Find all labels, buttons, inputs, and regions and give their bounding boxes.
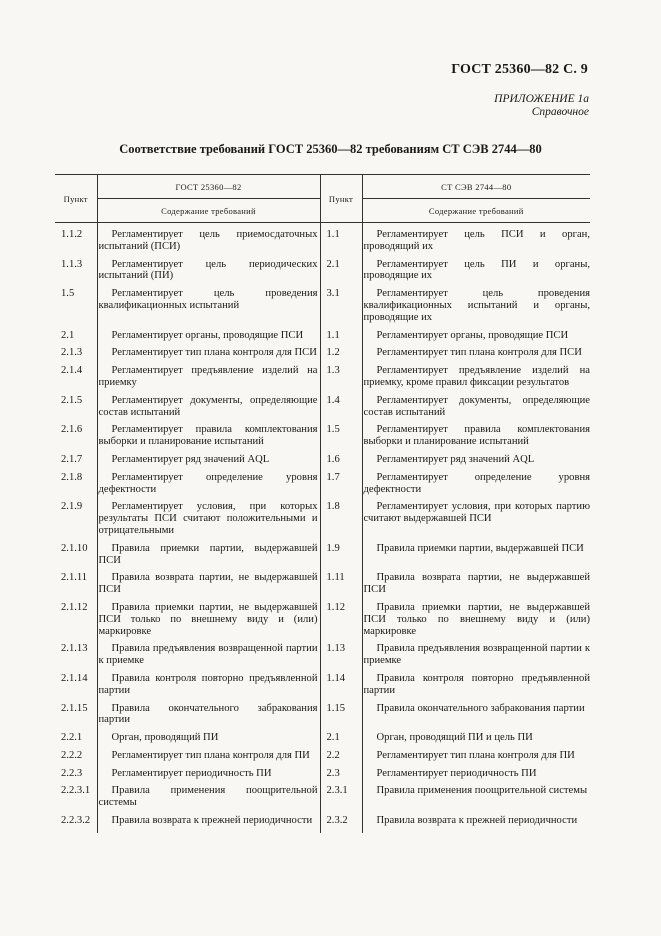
content-right: Регламентирует документы, определяющие состав испытаний	[362, 395, 590, 425]
point-right: 1.6	[320, 454, 362, 472]
point-left: 2.1.14	[61, 672, 88, 684]
content-right: Регламентирует определение уровня дефектности	[362, 472, 590, 502]
content-right: Правила окончательного забракования партии	[362, 703, 590, 733]
table-row	[55, 288, 590, 329]
point-left: 2.2.1	[61, 732, 83, 744]
point-right: 1.13	[320, 643, 362, 673]
point-right: 1.14	[320, 673, 362, 703]
point-left: 2.1.8	[61, 471, 83, 483]
point-left: 2.2.3.1	[61, 785, 91, 797]
point-left: 2.2.3.2	[61, 815, 91, 827]
table-row	[55, 673, 590, 703]
point-right: 1.5	[320, 424, 362, 454]
table-row	[55, 643, 590, 673]
content-right: Правила контроля повторно предъявленной партии	[362, 673, 590, 703]
point-left: 2.1.6	[61, 424, 83, 436]
point-left: 2.2.3	[61, 767, 83, 779]
point-right: 2.1	[320, 732, 362, 750]
content-left: Правила возврата к прежней периодичности	[97, 815, 320, 833]
content-left: Регламентирует органы, проводящие ПСИ	[97, 330, 320, 348]
table	[55, 174, 590, 833]
content-left: Регламентирует тип плана контроля для ПИ	[97, 750, 320, 768]
content-right: Орган, проводящий ПИ и цель ПИ	[362, 732, 590, 750]
point-left: 2.2.2	[61, 749, 83, 761]
table-row	[55, 424, 590, 454]
point-right: 2.2	[320, 750, 362, 768]
page-header: ГОСТ 25360—82 С. 9	[451, 62, 588, 77]
content-right: Регламентирует ряд значений AQL	[362, 454, 590, 472]
point-right: 1.3	[320, 365, 362, 395]
content-left: Правила предъявления возвращенной партии к приемке	[97, 643, 320, 673]
point-left: 2.1.3	[61, 347, 83, 359]
appendix-note: Справочное	[531, 106, 589, 118]
point-left: 2.1.15	[61, 702, 88, 714]
point-left: 1.5	[61, 288, 75, 300]
table-row	[55, 703, 590, 733]
content-right: Правила возврата партии, не выдержавшей ПСИ	[362, 572, 590, 602]
point-left: 2.1	[61, 329, 75, 341]
content-left: Правила приемки партии, не выдержавшей ПСИ только по внешнему виду и (или) маркировке	[97, 602, 320, 643]
table-row	[55, 347, 590, 365]
content-right: Правила предъявления возвращенной партии к приемке	[362, 643, 590, 673]
point-left: 2.1.10	[61, 542, 88, 554]
content-right: Регламентирует цель ПИ и органы, проводящие их	[362, 259, 590, 289]
content-right: Регламентирует тип плана контроля для ПИ	[362, 750, 590, 768]
table-row	[55, 395, 590, 425]
header-content-right: Содержание требований	[362, 199, 590, 223]
content-right: Правила приемки партии, не выдержавшей ПСИ только по внешнему виду и (или) маркировке	[362, 602, 590, 643]
point-left: 2.1.12	[61, 601, 88, 613]
table-row	[55, 501, 590, 542]
point-right: 1.1	[320, 330, 362, 348]
table-header	[55, 175, 590, 223]
table-row	[55, 732, 590, 750]
content-left: Регламентирует цель периодических испытаний (ПИ)	[97, 259, 320, 289]
table-row	[55, 223, 590, 259]
content-right: Регламентирует периодичность ПИ	[362, 768, 590, 786]
table-row	[55, 785, 590, 815]
point-right: 3.1	[320, 288, 362, 329]
point-left: 2.1.13	[61, 643, 88, 655]
point-right: 2.3	[320, 768, 362, 786]
content-left: Регламентирует периодичность ПИ	[97, 768, 320, 786]
point-left: 1.1.3	[61, 258, 83, 270]
table-row	[55, 572, 590, 602]
table-row	[55, 365, 590, 395]
header-st-sev: СТ СЭВ 2744—80	[362, 175, 590, 199]
table-row	[55, 602, 590, 643]
content-left: Регламентирует ряд значений AQL	[97, 454, 320, 472]
point-right: 1.1	[320, 223, 362, 259]
point-left: 2.1.4	[61, 365, 83, 377]
point-left: 2.1.11	[61, 572, 88, 584]
correspondence-table	[55, 174, 590, 833]
point-right: 1.4	[320, 395, 362, 425]
content-right: Регламентирует предъявление изделий на приемку, кроме правил фиксации результатов	[362, 365, 590, 395]
point-left: 2.1.9	[61, 501, 83, 513]
content-right: Регламентирует тип плана контроля для ПСИ	[362, 347, 590, 365]
point-right: 1.15	[320, 703, 362, 733]
content-left: Регламентирует тип плана контроля для ПСИ	[97, 347, 320, 365]
content-left: Регламентирует предъявление изделий на приемку	[97, 365, 320, 395]
table-row	[55, 330, 590, 348]
content-right: Правила приемки партии, выдержавшей ПСИ	[362, 543, 590, 573]
content-right: Регламентирует цель проведения квалификационных испытаний и органы, проводящие их	[362, 288, 590, 329]
table-body	[55, 223, 590, 833]
point-right: 1.7	[320, 472, 362, 502]
table-row	[55, 259, 590, 289]
appendix-block	[494, 93, 589, 119]
table-row	[55, 768, 590, 786]
point-right: 1.9	[320, 543, 362, 573]
content-right: Правила применения поощрительной системы	[362, 785, 590, 815]
header-point-right: Пункт	[320, 175, 362, 223]
content-left: Регламентирует цель проведения квалификационных испытаний	[97, 288, 320, 329]
content-right: Регламентирует правила комплектования выборки и планирование испытаний	[362, 424, 590, 454]
point-left: 2.1.7	[61, 453, 83, 465]
document-title: Соответствие требований ГОСТ 25360—82 требованиям СТ СЭВ 2744—80	[119, 142, 542, 156]
point-right: 1.11	[320, 572, 362, 602]
content-left: Регламентирует документы, определяющие состав испытаний	[97, 395, 320, 425]
content-left: Правила применения поощрительной системы	[97, 785, 320, 815]
content-left: Регламентирует цель приемосдаточных испытаний (ПСИ)	[97, 223, 320, 259]
table-row	[55, 543, 590, 573]
point-left: 1.1.2	[61, 229, 83, 240]
header-point-left: Пункт	[55, 175, 97, 223]
content-right: Регламентирует цель ПСИ и орган, проводящий их	[362, 223, 590, 259]
content-left: Правила контроля повторно предъявленной партии	[97, 673, 320, 703]
header-content-left: Содержание требований	[97, 199, 320, 223]
table-row	[55, 750, 590, 768]
point-right: 1.2	[320, 347, 362, 365]
content-left: Орган, проводящий ПИ	[97, 732, 320, 750]
content-left: Правила возврата партии, не выдержавшей ПСИ	[97, 572, 320, 602]
point-right: 1.12	[320, 602, 362, 643]
content-left: Правила окончательного забракования партии	[97, 703, 320, 733]
appendix-label: ПРИЛОЖЕНИЕ 1а	[494, 93, 589, 105]
content-left: Регламентирует определение уровня дефектности	[97, 472, 320, 502]
content-right: Правила возврата к прежней периодичности	[362, 815, 590, 833]
point-right: 2.3.1	[320, 785, 362, 815]
content-left: Регламентирует правила комплектования выборки и планирование испытаний	[97, 424, 320, 454]
point-right: 2.1	[320, 259, 362, 289]
content-left: Регламентирует условия, при которых результаты ПСИ считают положительными и отрицательными	[97, 501, 320, 542]
content-right: Регламентирует органы, проводящие ПСИ	[362, 330, 590, 348]
point-left: 2.1.5	[61, 394, 83, 406]
point-right: 2.3.2	[320, 815, 362, 833]
table-row	[55, 472, 590, 502]
point-right: 1.8	[320, 501, 362, 542]
table-row	[55, 815, 590, 833]
table-row	[55, 454, 590, 472]
header-gost: ГОСТ 25360—82	[97, 175, 320, 199]
content-right: Регламентирует условия, при которых партию считают выдержавшей ПСИ	[362, 501, 590, 542]
content-left: Правила приемки партии, выдержавшей ПСИ	[97, 543, 320, 573]
